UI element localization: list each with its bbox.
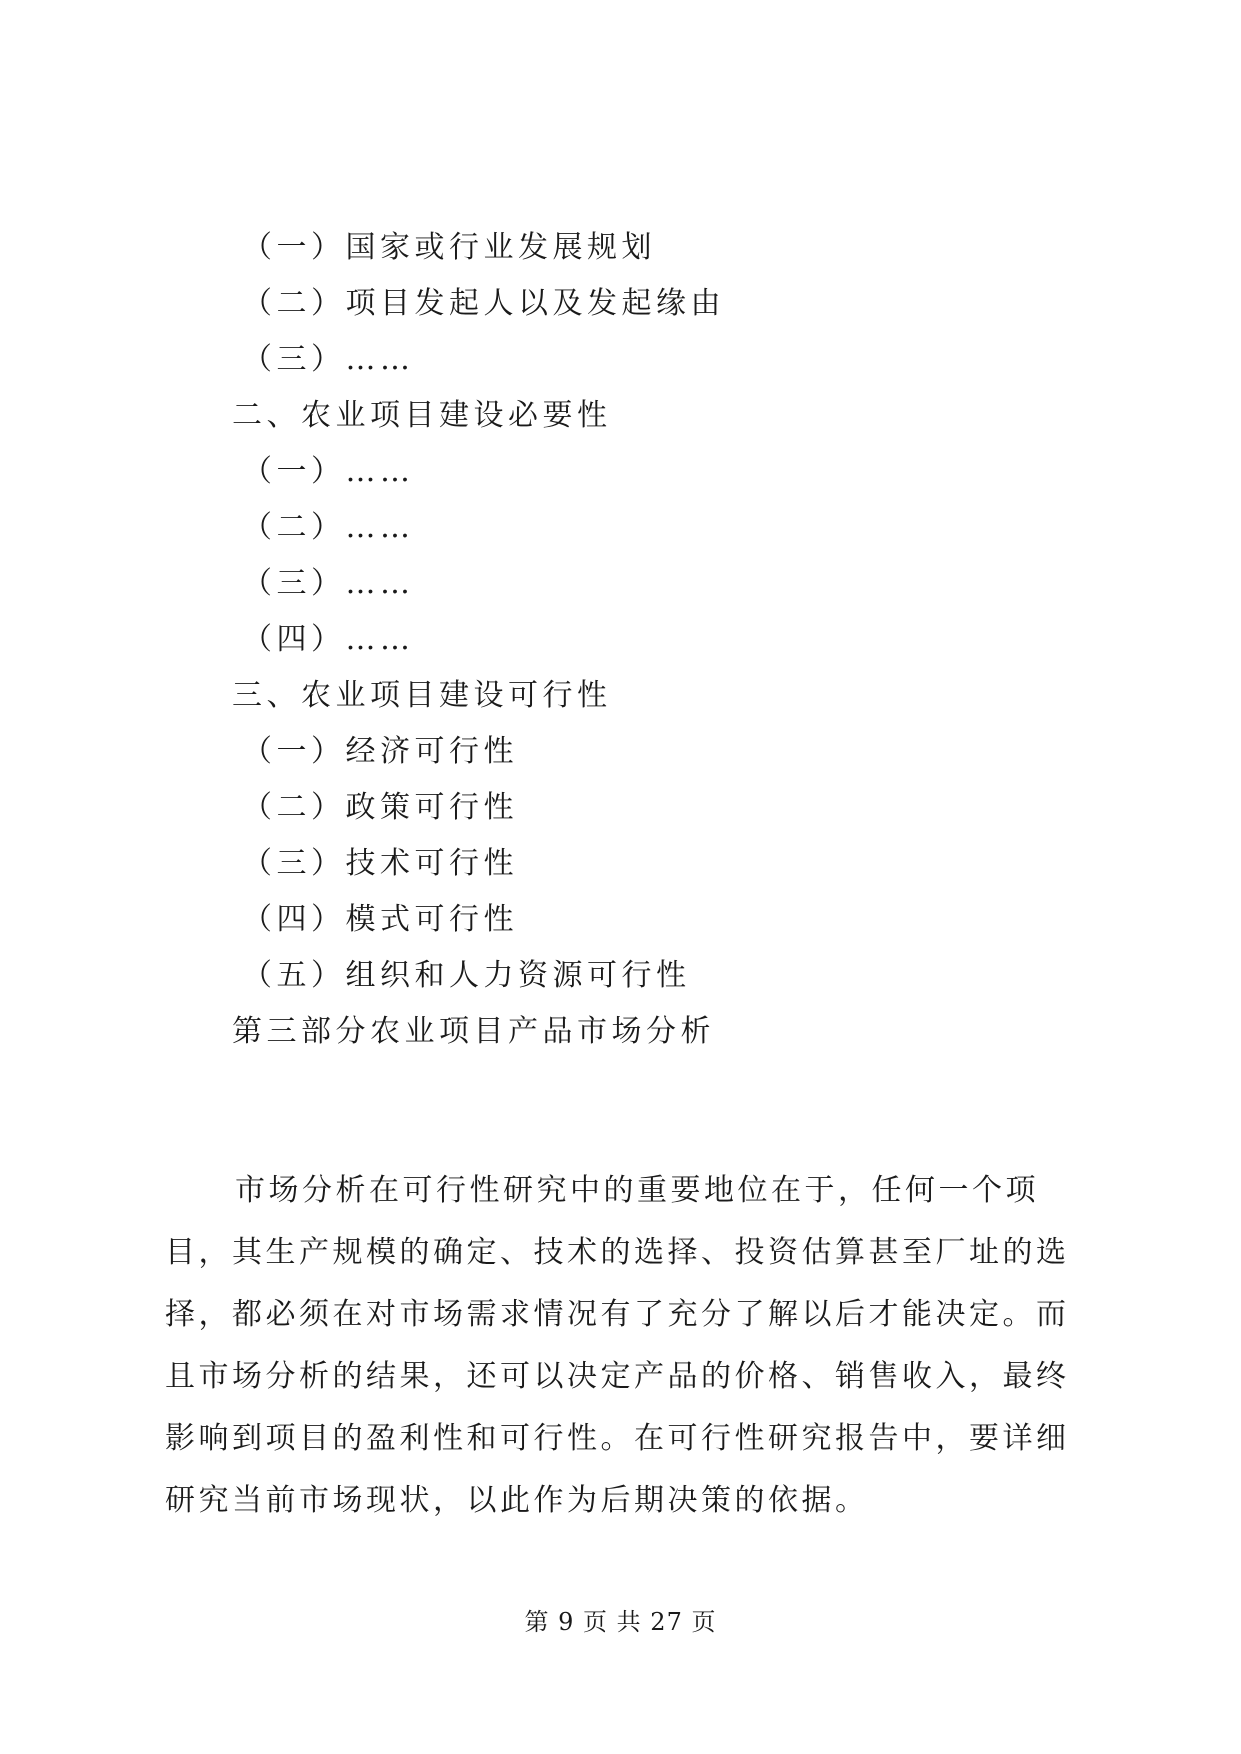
outline-item-3: （三）…… bbox=[242, 342, 415, 377]
outline-item-2: （二）项目发起人以及发起缘由 bbox=[242, 286, 725, 321]
part-heading-3: 第三部分农业项目产品市场分析 bbox=[232, 1014, 715, 1049]
section-heading-2: 二、农业项目建设必要性 bbox=[232, 398, 612, 433]
outline-item-12: （五）组织和人力资源可行性 bbox=[242, 958, 691, 993]
outline-item-7: （四）…… bbox=[242, 622, 415, 657]
outline-item-10: （三）技术可行性 bbox=[242, 846, 518, 881]
body-paragraph: 市场分析在可行性研究中的重要地位在于，任何一个项目，其生产规模的确定、技术的选择、投资估算甚至厂址的选择，都必须在对市场需求情况有了充分了解以后才能决定。而且市场分析的结果，还可以决定产品的价格、销售收入，最终影响到项目的盈利性和可行性。在可行性研究报告中，要详细研究当前市场现状，以此作为后期决策的依据。 bbox=[165, 1173, 1070, 1518]
outline-item-5: （二）…… bbox=[242, 510, 415, 545]
outline-item-9: （二）政策可行性 bbox=[242, 790, 518, 825]
outline-item-11: （四）模式可行性 bbox=[242, 902, 518, 937]
outline-item-8: （一）经济可行性 bbox=[242, 734, 518, 769]
outline-item-4: （一）…… bbox=[242, 454, 415, 489]
outline-item-1: （一）国家或行业发展规划 bbox=[242, 230, 656, 265]
outline-item-6: （三）…… bbox=[242, 566, 415, 601]
page-footer: 第 9 页 共 27 页 bbox=[524, 1608, 717, 1636]
section-heading-3: 三、农业项目建设可行性 bbox=[232, 678, 612, 713]
